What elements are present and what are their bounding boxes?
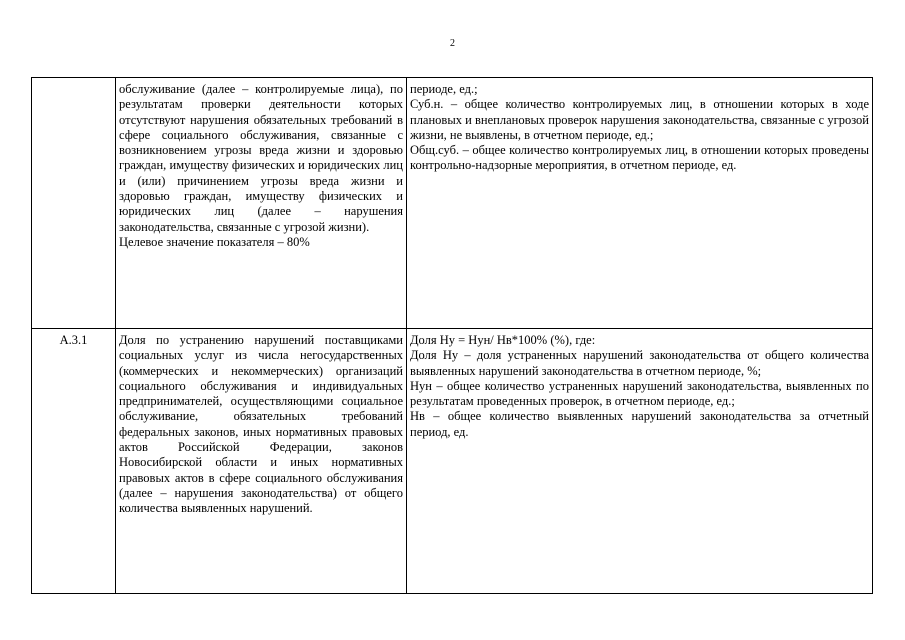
indicator-code-cell	[32, 78, 116, 329]
indicators-table	[31, 77, 873, 594]
indicator-description-text: обслуживание (далее – контролируемые лица), по результатам проверки деятельности которых отсутствуют нарушения обязательных требований в сфере социального обслуживания, связанные с возникновением угрозы вреда жизни и здоровью граждан, имуществу физических и юридических лиц и (или) причинением угрозы вреда жизни и здоровью граждан, имуществу физических и юридических лиц (далее – нарушения законодательства, связанные с угрозой жизни).	[119, 82, 403, 234]
formula-paragraph: Суб.н. – общее количество контролируемых лиц, в отношении которых в ходе плановых и внеплановых проверок нарушения законодательства, связанные с угрозой жизни, не выявлены, в отчетном периоде, ед.;	[410, 97, 869, 142]
table-row	[32, 329, 873, 594]
indicator-formula-cell	[407, 329, 873, 594]
indicator-target-value: Целевое значение показателя – 80%	[119, 234, 310, 249]
table-row	[32, 78, 873, 329]
formula-paragraph: Нун – общее количество устраненных нарушений законодательства, выявленных по результатам проведенных проверок, в отчетном периоде, ед.;	[410, 378, 869, 409]
page-number: 2	[450, 38, 455, 49]
formula-paragraph: Доля Ну – доля устраненных нарушений законодательства от общего количества выявленных нарушений законодательства в отчетном периоде, %;	[410, 348, 869, 378]
indicator-code-cell: А.3.1	[32, 329, 116, 594]
indicator-description-cell	[116, 78, 407, 329]
indicator-formula-cell	[407, 78, 873, 329]
indicator-description-cell	[116, 329, 407, 594]
formula-paragraph: периоде, ед.;	[410, 82, 478, 96]
formula-paragraph: Общ.суб. – общее количество контролируемых лиц, в отношении которых проведены контрольно-надзорные мероприятия, в отчетном периоде, ед.	[410, 143, 869, 173]
indicator-description-text: Доля по устранению нарушений поставщиками социальных услуг из числа негосударственных (коммерческих и некоммерческих) организаций социального обслуживания и индивидуальных предпринимателей, осуществляющими социальное обслуживание, обязательных требований федеральных законов, иных нормативных правовых актов Российской Федерации, законов Новосибирской области и иных нормативных правовых актов в сфере социального обслуживания (далее – нарушения законодательства) от общего количества выявленных нарушений.	[119, 333, 403, 516]
formula-paragraph: Доля Ну = Нун/ Нв*100% (%), где:	[410, 333, 596, 347]
formula-paragraph: Нв – общее количество выявленных нарушений законодательства за отчетный период, ед.	[410, 409, 869, 439]
